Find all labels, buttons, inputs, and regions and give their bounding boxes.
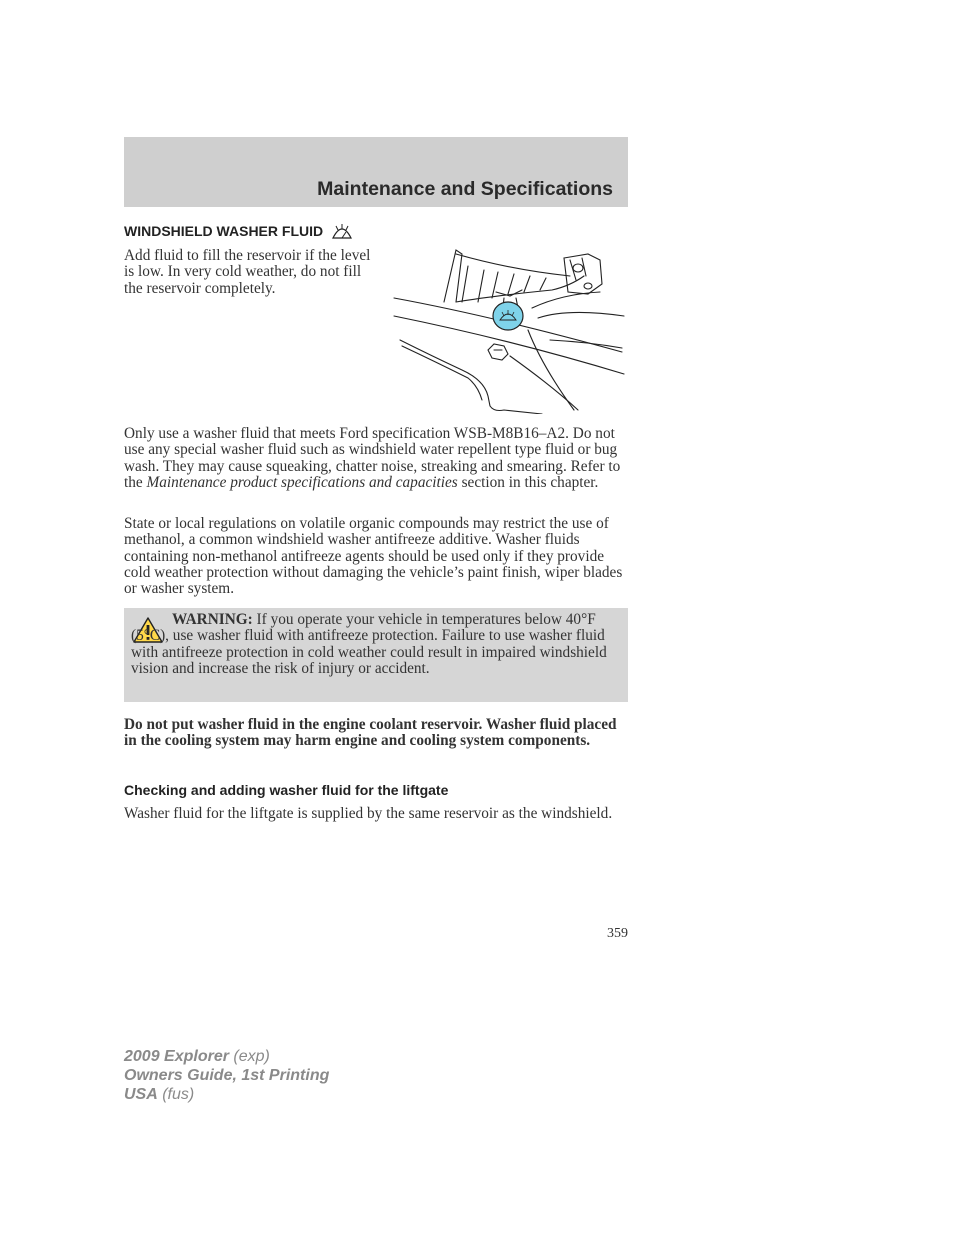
liftgate-paragraph: Washer fluid for the liftgate is supplied by the same reservoir as the windshield. bbox=[124, 805, 613, 822]
page-title: Maintenance and Specifications bbox=[317, 178, 613, 200]
section-title-text: WINDSHIELD WASHER FLUID bbox=[124, 223, 324, 239]
footer-edition: Owners Guide, 1st Printing bbox=[124, 1067, 330, 1084]
washer-reservoir-illustration bbox=[392, 246, 628, 414]
reservoir-cap bbox=[493, 302, 523, 330]
warning-body: If you operate your vehicle in temperatures below 40°F (5°C), use washer fluid with antifreeze protection. Failure to use washer fluid with antifreeze protection in cold weather could result in impaired windshield vision and increase the risk of injury or accident. bbox=[131, 611, 607, 677]
page-number: 359 bbox=[607, 926, 628, 941]
header-band bbox=[124, 137, 628, 207]
footer bbox=[124, 1047, 329, 1104]
section-title bbox=[124, 222, 353, 240]
footer-code: (exp) bbox=[228, 1048, 270, 1065]
warning-label: WARNING: bbox=[172, 611, 253, 628]
warning-text bbox=[131, 612, 614, 677]
coolant-note: Do not put washer fluid in the engine coolant reservoir. Washer fluid placed in the cooling system may harm engine and cooling system components. bbox=[124, 716, 617, 750]
specification-paragraph bbox=[124, 426, 629, 491]
subsection-title: Checking and adding washer fluid for the liftgate bbox=[124, 782, 449, 798]
warning-box bbox=[124, 608, 628, 702]
paragraph-text: section in this chapter. bbox=[457, 473, 599, 491]
footer-model: 2009 Explorer bbox=[124, 1048, 229, 1065]
paragraph-text: Only use a washer fluid that meets Ford specification WSB-M8B16–A2. Do not use any special washer fluid such as windshield water repellent type fluid or bug wash. They may cause squeaking, chatter noise, streaking and smearing. Refer to the bbox=[124, 425, 621, 491]
footer-region-code: (fus) bbox=[157, 1086, 195, 1103]
cross-reference: Maintenance product specifications and capacities bbox=[146, 473, 458, 491]
windshield-washer-icon bbox=[331, 222, 353, 240]
footer-region: USA bbox=[124, 1086, 158, 1103]
intro-paragraph: Add fluid to fill the reservoir if the level is low. In very cold weather, do not fill the reservoir completely. bbox=[124, 247, 371, 297]
regulations-paragraph: State or local regulations on volatile organic compounds may restrict the use of methanol, a common windshield washer antifreeze additive. Washer fluids containing non-methanol antifreeze agents should be used only if they provide cold weather protection without damaging the vehicle’s paint finish, wiper blades or washer system. bbox=[124, 515, 623, 598]
